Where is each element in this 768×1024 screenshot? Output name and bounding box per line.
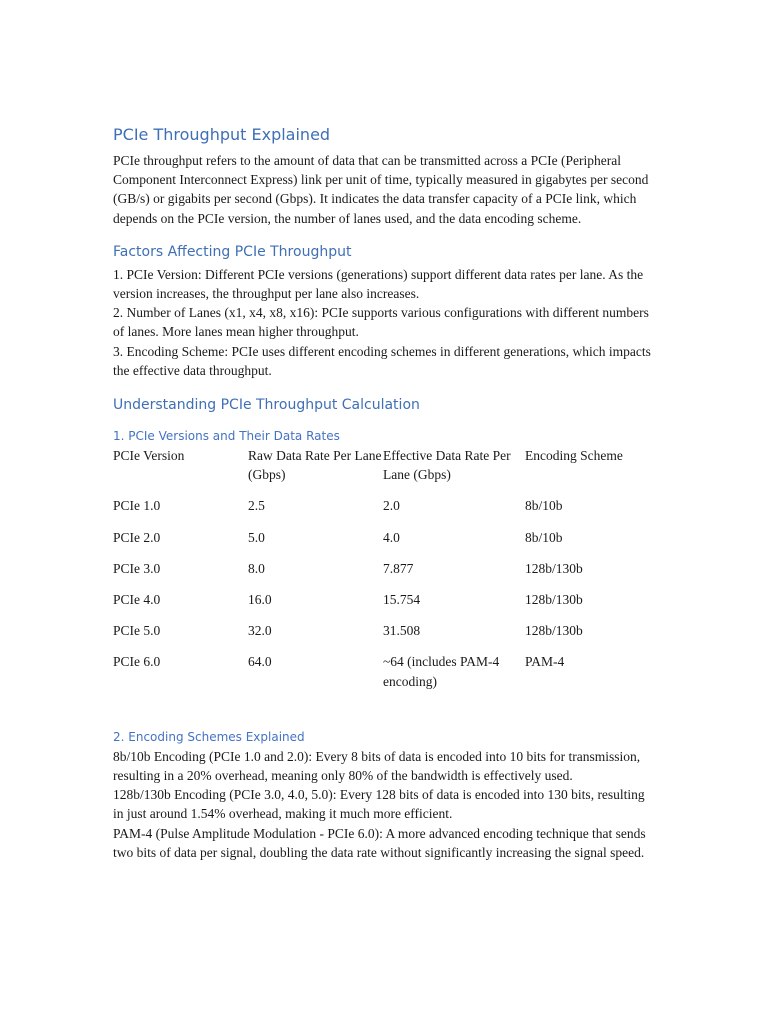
table-cell: PCIe 1.0 [113, 498, 161, 514]
table-row [113, 496, 658, 527]
table-cell: 15.754 [383, 592, 421, 608]
table-cell: 2.5 [248, 498, 265, 514]
encoding-heading: 2. Encoding Schemes Explained [113, 729, 305, 744]
column-header: Encoding Scheme [525, 448, 623, 464]
versions-table [113, 446, 658, 703]
table-row [113, 559, 658, 590]
table-cell: PCIe 6.0 [113, 654, 161, 670]
table-cell: 31.508 [383, 623, 421, 639]
table-cell: 5.0 [248, 529, 265, 545]
table-header-row [113, 446, 658, 496]
table-cell: 128b/130b [525, 592, 583, 608]
document-page [113, 125, 658, 862]
table-cell: 8b/10b [525, 529, 563, 545]
column-header: PCIe Version [113, 448, 185, 464]
table-cell: 128b/130b [525, 560, 583, 576]
table-cell: 8.0 [248, 560, 265, 576]
table-cell: PAM-4 [525, 654, 565, 670]
table-row [113, 621, 658, 652]
table-cell: PCIe 5.0 [113, 623, 161, 639]
factors-heading: Factors Affecting PCIe Throughput [113, 243, 352, 260]
table-cell: PCIe 4.0 [113, 592, 161, 608]
factor-item: 1. PCIe Version: Different PCIe versions (generations) support different data rates per lane. As the version increases, the throughput per lane also increases. [113, 266, 644, 302]
intro-paragraph: PCIe throughput refers to the amount of data that can be transmitted across a PCIe (Peripheral Component Interconnect Express) link per unit of time, typically measured in gigabytes per second (GB/s) or gigabits per second (Gbps). It indicates the data transfer capacity of a PCIe link, which depends on the PCIe version, the number of lanes used, and the data encoding scheme. [113, 153, 649, 226]
table-cell: PCIe 3.0 [113, 560, 161, 576]
table-cell: 64.0 [248, 654, 272, 670]
table-cell: 7.877 [383, 560, 414, 576]
table-row [113, 652, 658, 702]
versions-heading: 1. PCIe Versions and Their Data Rates [113, 429, 340, 444]
page-title: PCIe Throughput Explained [113, 125, 331, 144]
factor-item: 3. Encoding Scheme: PCIe uses different encoding schemes in different generations, which impacts the effective data throughput. [113, 343, 651, 378]
encoding-item: 8b/10b Encoding (PCIe 1.0 and 2.0): Every 8 bits of data is encoded into 10 bits for transmission, resulting in a 20% overhead, meaning only 80% of the bandwidth is effectively used. [113, 748, 641, 784]
encoding-item: 128b/130b Encoding (PCIe 3.0, 4.0, 5.0): Every 128 bits of data is encoded into 130 bits, resulting in just around 1.54% overhead, making it much more efficient. [113, 787, 645, 822]
table-cell: PCIe 2.0 [113, 529, 161, 545]
table-row [113, 590, 658, 621]
encoding-item: PAM-4 (Pulse Amplitude Modulation - PCIe 6.0): A more advanced encoding technique that sends two bits of data per signal, doubling the data rate without significantly increasing the signal speed. [113, 825, 646, 860]
table-cell: 8b/10b [525, 498, 563, 514]
table-cell: 32.0 [248, 623, 272, 639]
table-cell: 4.0 [383, 529, 400, 545]
table-cell: 16.0 [248, 592, 272, 608]
column-header: Effective Data Rate Per Lane (Gbps) [383, 448, 511, 483]
table-cell: 2.0 [383, 498, 400, 514]
factor-item: 2. Number of Lanes (x1, x4, x8, x16): PCIe supports various configurations with different numbers of lanes. More lanes mean higher throughput. [113, 305, 649, 340]
table-row [113, 528, 658, 559]
calc-heading: Understanding PCIe Throughput Calculation [113, 397, 420, 414]
table-cell: 128b/130b [525, 623, 583, 639]
table-cell: ~64 (includes PAM-4 encoding) [383, 654, 500, 689]
column-header: Raw Data Rate Per Lane (Gbps) [248, 448, 382, 483]
